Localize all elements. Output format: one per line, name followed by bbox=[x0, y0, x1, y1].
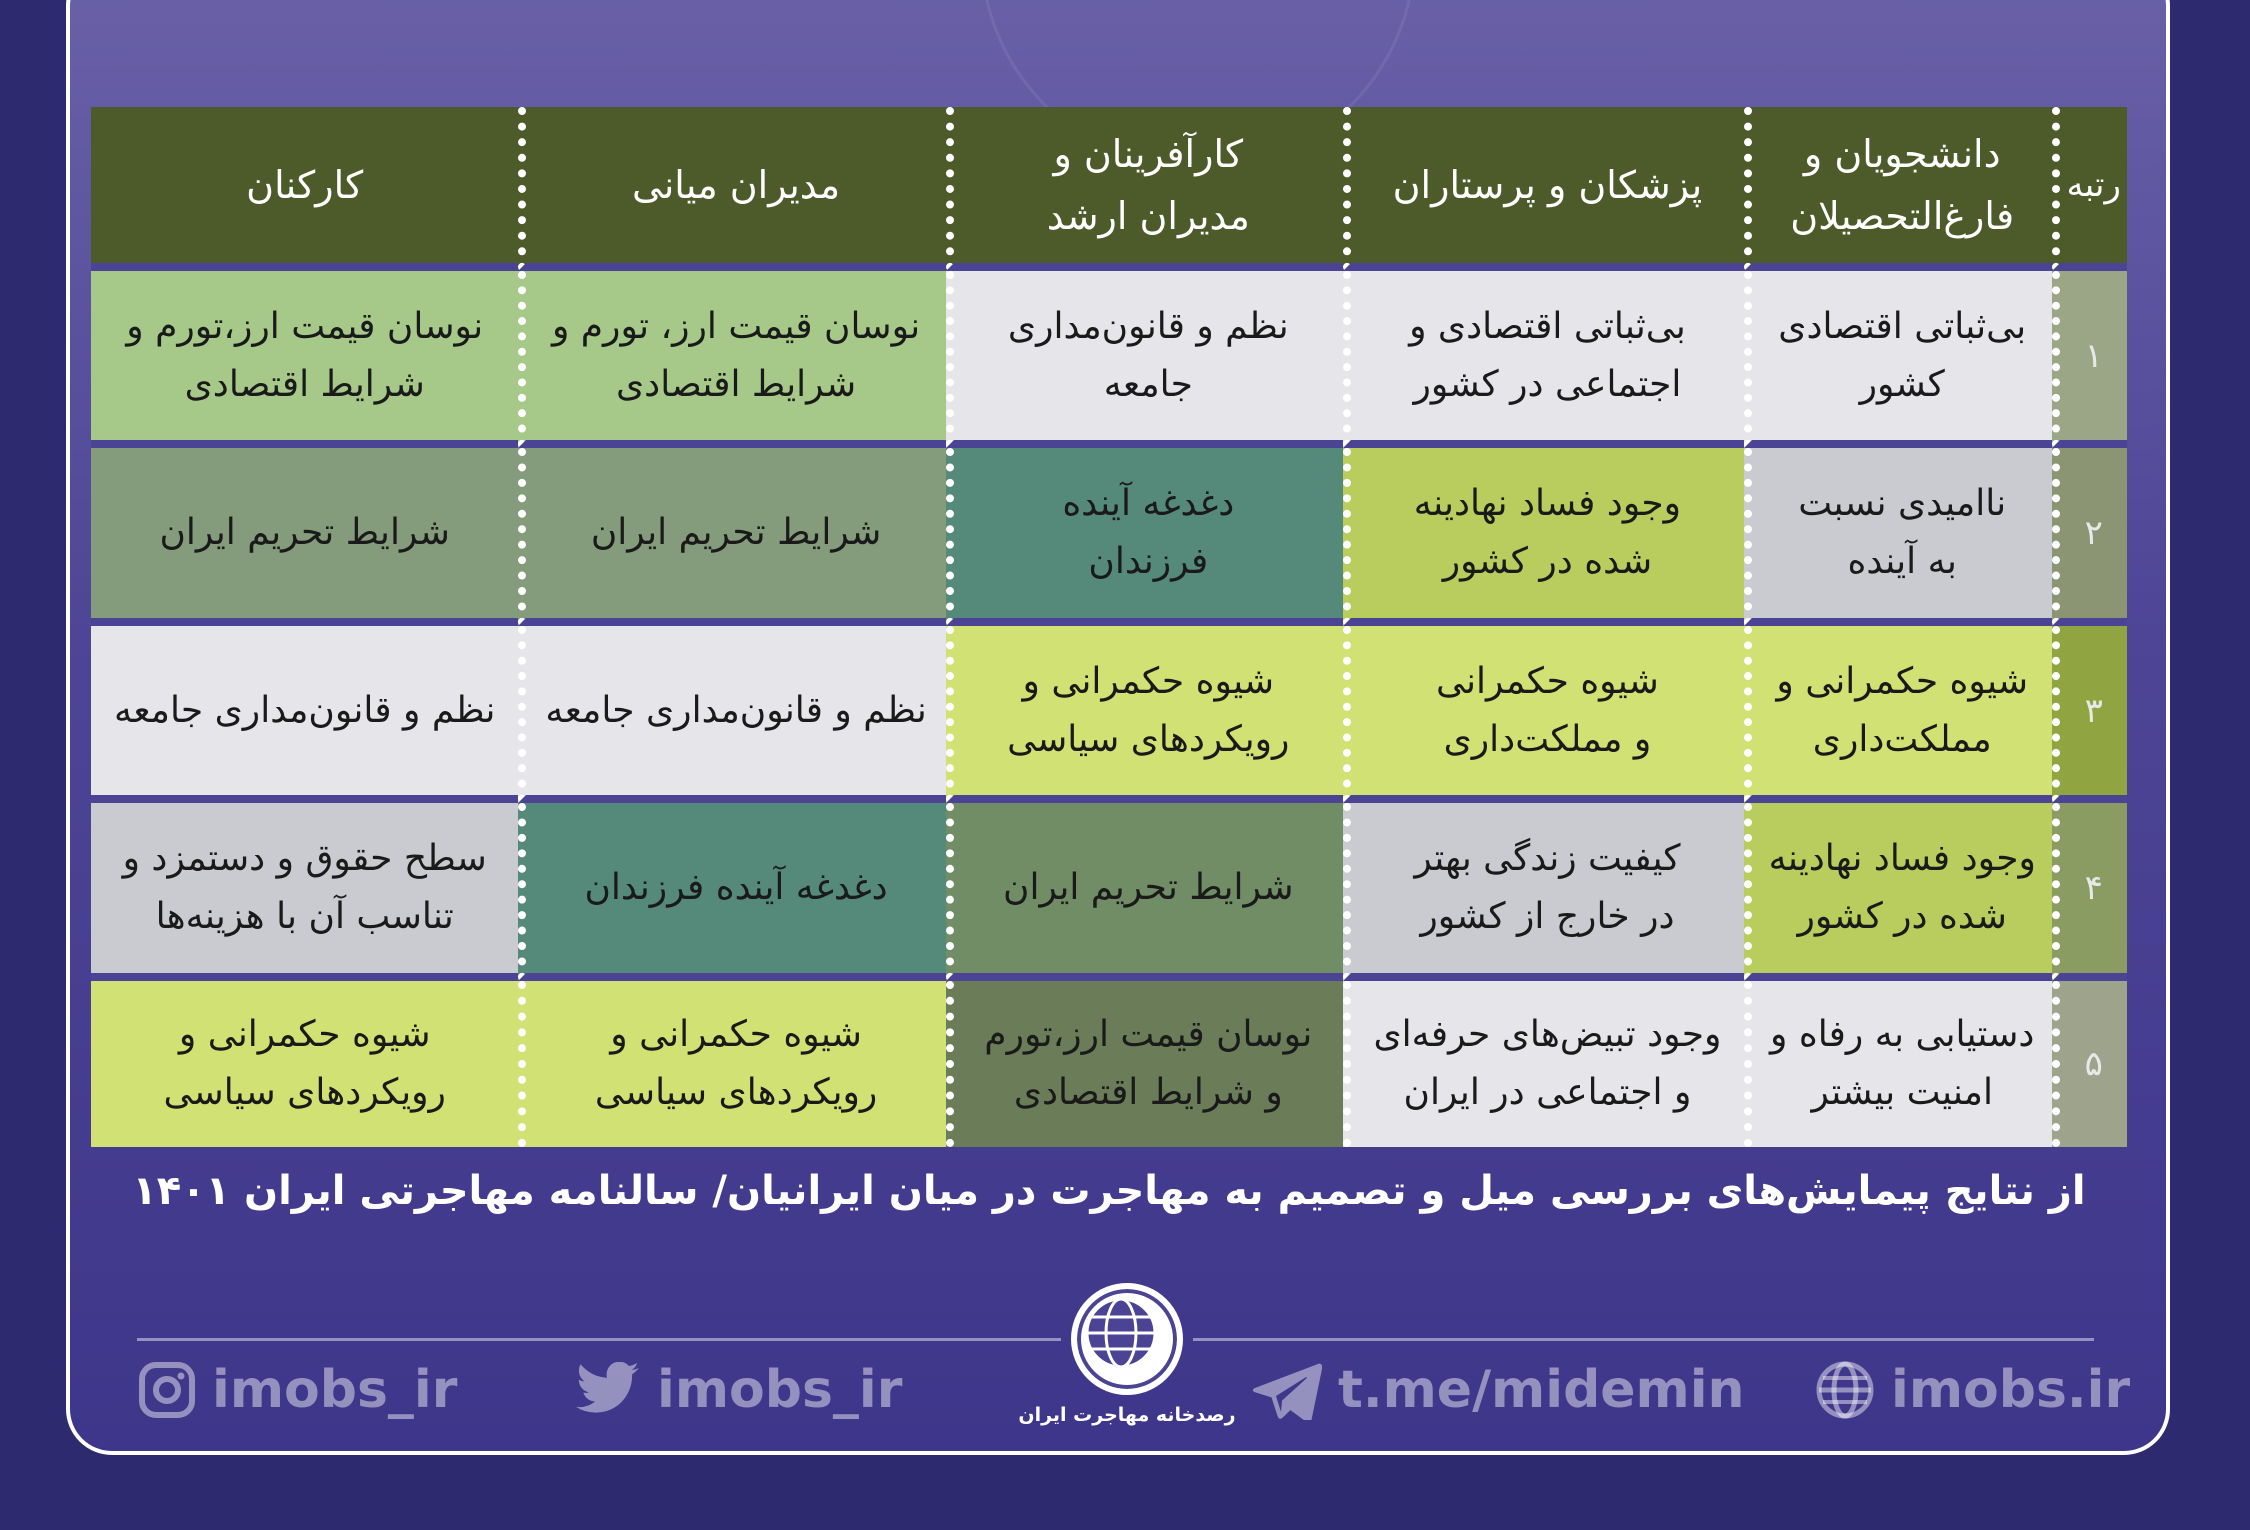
table-cell: شیوه حکمرانی و مملکت‌داری bbox=[1744, 626, 2052, 803]
instagram-handle: imobs_ir bbox=[212, 1360, 458, 1420]
table-cell: نظم و قانون‌مداری جامعه bbox=[91, 626, 518, 803]
website-url: imobs.ir bbox=[1891, 1360, 2131, 1420]
table-cell: دغدغه آینده فرزندان bbox=[518, 803, 945, 980]
globe-icon bbox=[1815, 1360, 1875, 1420]
table-cell: شیوه حکمرانی و رویکردهای سیاسی bbox=[946, 626, 1343, 803]
table-cell: نوسان قیمت ارز، تورم و شرایط اقتصادی bbox=[518, 271, 945, 448]
table-cell: بی‌ثباتی اقتصادی کشور bbox=[1744, 271, 2052, 448]
table-cell: نظم و قانون‌مداری جامعه bbox=[946, 271, 1343, 448]
table-cell: شیوه حکمرانی و رویکردهای سیاسی bbox=[91, 981, 518, 1147]
footer-divider-left bbox=[137, 1338, 1061, 1341]
rank-cell: ۵ bbox=[2052, 981, 2127, 1147]
table-cell: ناامیدی نسبت به آینده bbox=[1744, 448, 2052, 625]
rank-cell: ۲ bbox=[2052, 448, 2127, 625]
instagram-link[interactable] bbox=[138, 1355, 457, 1425]
table-cell: سطح حقوق و دستمزد و تناسب آن با هزینه‌ها bbox=[91, 803, 518, 980]
twitter-handle: imobs_ir bbox=[657, 1360, 903, 1420]
entrepreneurs-column-header: کارآفرینان و مدیران ارشد bbox=[946, 107, 1343, 271]
students-column-header: دانشجویان و فارغ‌التحصیلان bbox=[1744, 107, 2052, 271]
rank-cell: ۴ bbox=[2052, 803, 2127, 980]
logo-title: رصدخانه مهاجرت ایران bbox=[1018, 1404, 1236, 1426]
table-row bbox=[91, 981, 2127, 1147]
table-cell: کیفیت زندگی بهتر در خارج از کشور bbox=[1343, 803, 1744, 980]
table-header-row bbox=[91, 107, 2127, 271]
table-cell: نوسان قیمت ارز،تورم و شرایط اقتصادی bbox=[946, 981, 1343, 1147]
telegram-link[interactable] bbox=[1252, 1355, 1745, 1425]
rank-column-header: رتبه bbox=[2052, 107, 2127, 271]
twitter-link[interactable] bbox=[575, 1355, 902, 1425]
source-caption: از نتایج پیمایش‌های بررسی میل و تصمیم به مهاجرت در میان ایرانیان/ سالنامه مهاجرتی ایران ۱۴۰۱ bbox=[132, 1168, 2086, 1214]
footer-divider-right bbox=[1193, 1338, 2094, 1341]
table-row bbox=[91, 448, 2127, 625]
observatory-logo bbox=[1071, 1283, 1183, 1395]
telegram-icon bbox=[1252, 1360, 1322, 1420]
table-cell: دستیابی به رفاه و امنیت بیشتر bbox=[1744, 981, 2052, 1147]
table-cell: شرایط تحریم ایران bbox=[946, 803, 1343, 980]
instagram-icon bbox=[138, 1361, 196, 1419]
rank-cell: ۱ bbox=[2052, 271, 2127, 448]
table-cell: وجود فساد نهادینه شده در کشور bbox=[1744, 803, 2052, 980]
doctors-column-header: پزشکان و پرستاران bbox=[1343, 107, 1744, 271]
table-cell: دغدغه آینده فرزندان bbox=[946, 448, 1343, 625]
table-cell: شرایط تحریم ایران bbox=[518, 448, 945, 625]
table-cell: نوسان قیمت ارز،تورم و شرایط اقتصادی bbox=[91, 271, 518, 448]
table-cell: نظم و قانون‌مداری جامعه bbox=[518, 626, 945, 803]
table-cell: وجود فساد نهادینه شده در کشور bbox=[1343, 448, 1744, 625]
globe-logo-icon bbox=[1077, 1289, 1165, 1377]
rank-cell: ۳ bbox=[2052, 626, 2127, 803]
table-cell: وجود تبیض‌های حرفه‌ای و اجتماعی در ایران bbox=[1343, 981, 1744, 1147]
table-cell: بی‌ثباتی اقتصادی و اجتماعی در کشور bbox=[1343, 271, 1744, 448]
staff-column-header: کارکنان bbox=[91, 107, 518, 271]
table-cell: شرایط تحریم ایران bbox=[91, 448, 518, 625]
twitter-icon bbox=[575, 1362, 641, 1418]
telegram-url: t.me/midemin bbox=[1338, 1360, 1745, 1420]
table-cell: شیوه حکمرانی و مملکت‌داری bbox=[1343, 626, 1744, 803]
table-row bbox=[91, 803, 2127, 980]
middle-managers-column-header: مدیران میانی bbox=[518, 107, 945, 271]
website-link[interactable] bbox=[1815, 1355, 2130, 1425]
table-cell: شیوه حکمرانی و رویکردهای سیاسی bbox=[518, 981, 945, 1147]
table-row bbox=[91, 271, 2127, 448]
migration-reasons-table bbox=[91, 107, 2127, 1147]
table-row bbox=[91, 626, 2127, 803]
